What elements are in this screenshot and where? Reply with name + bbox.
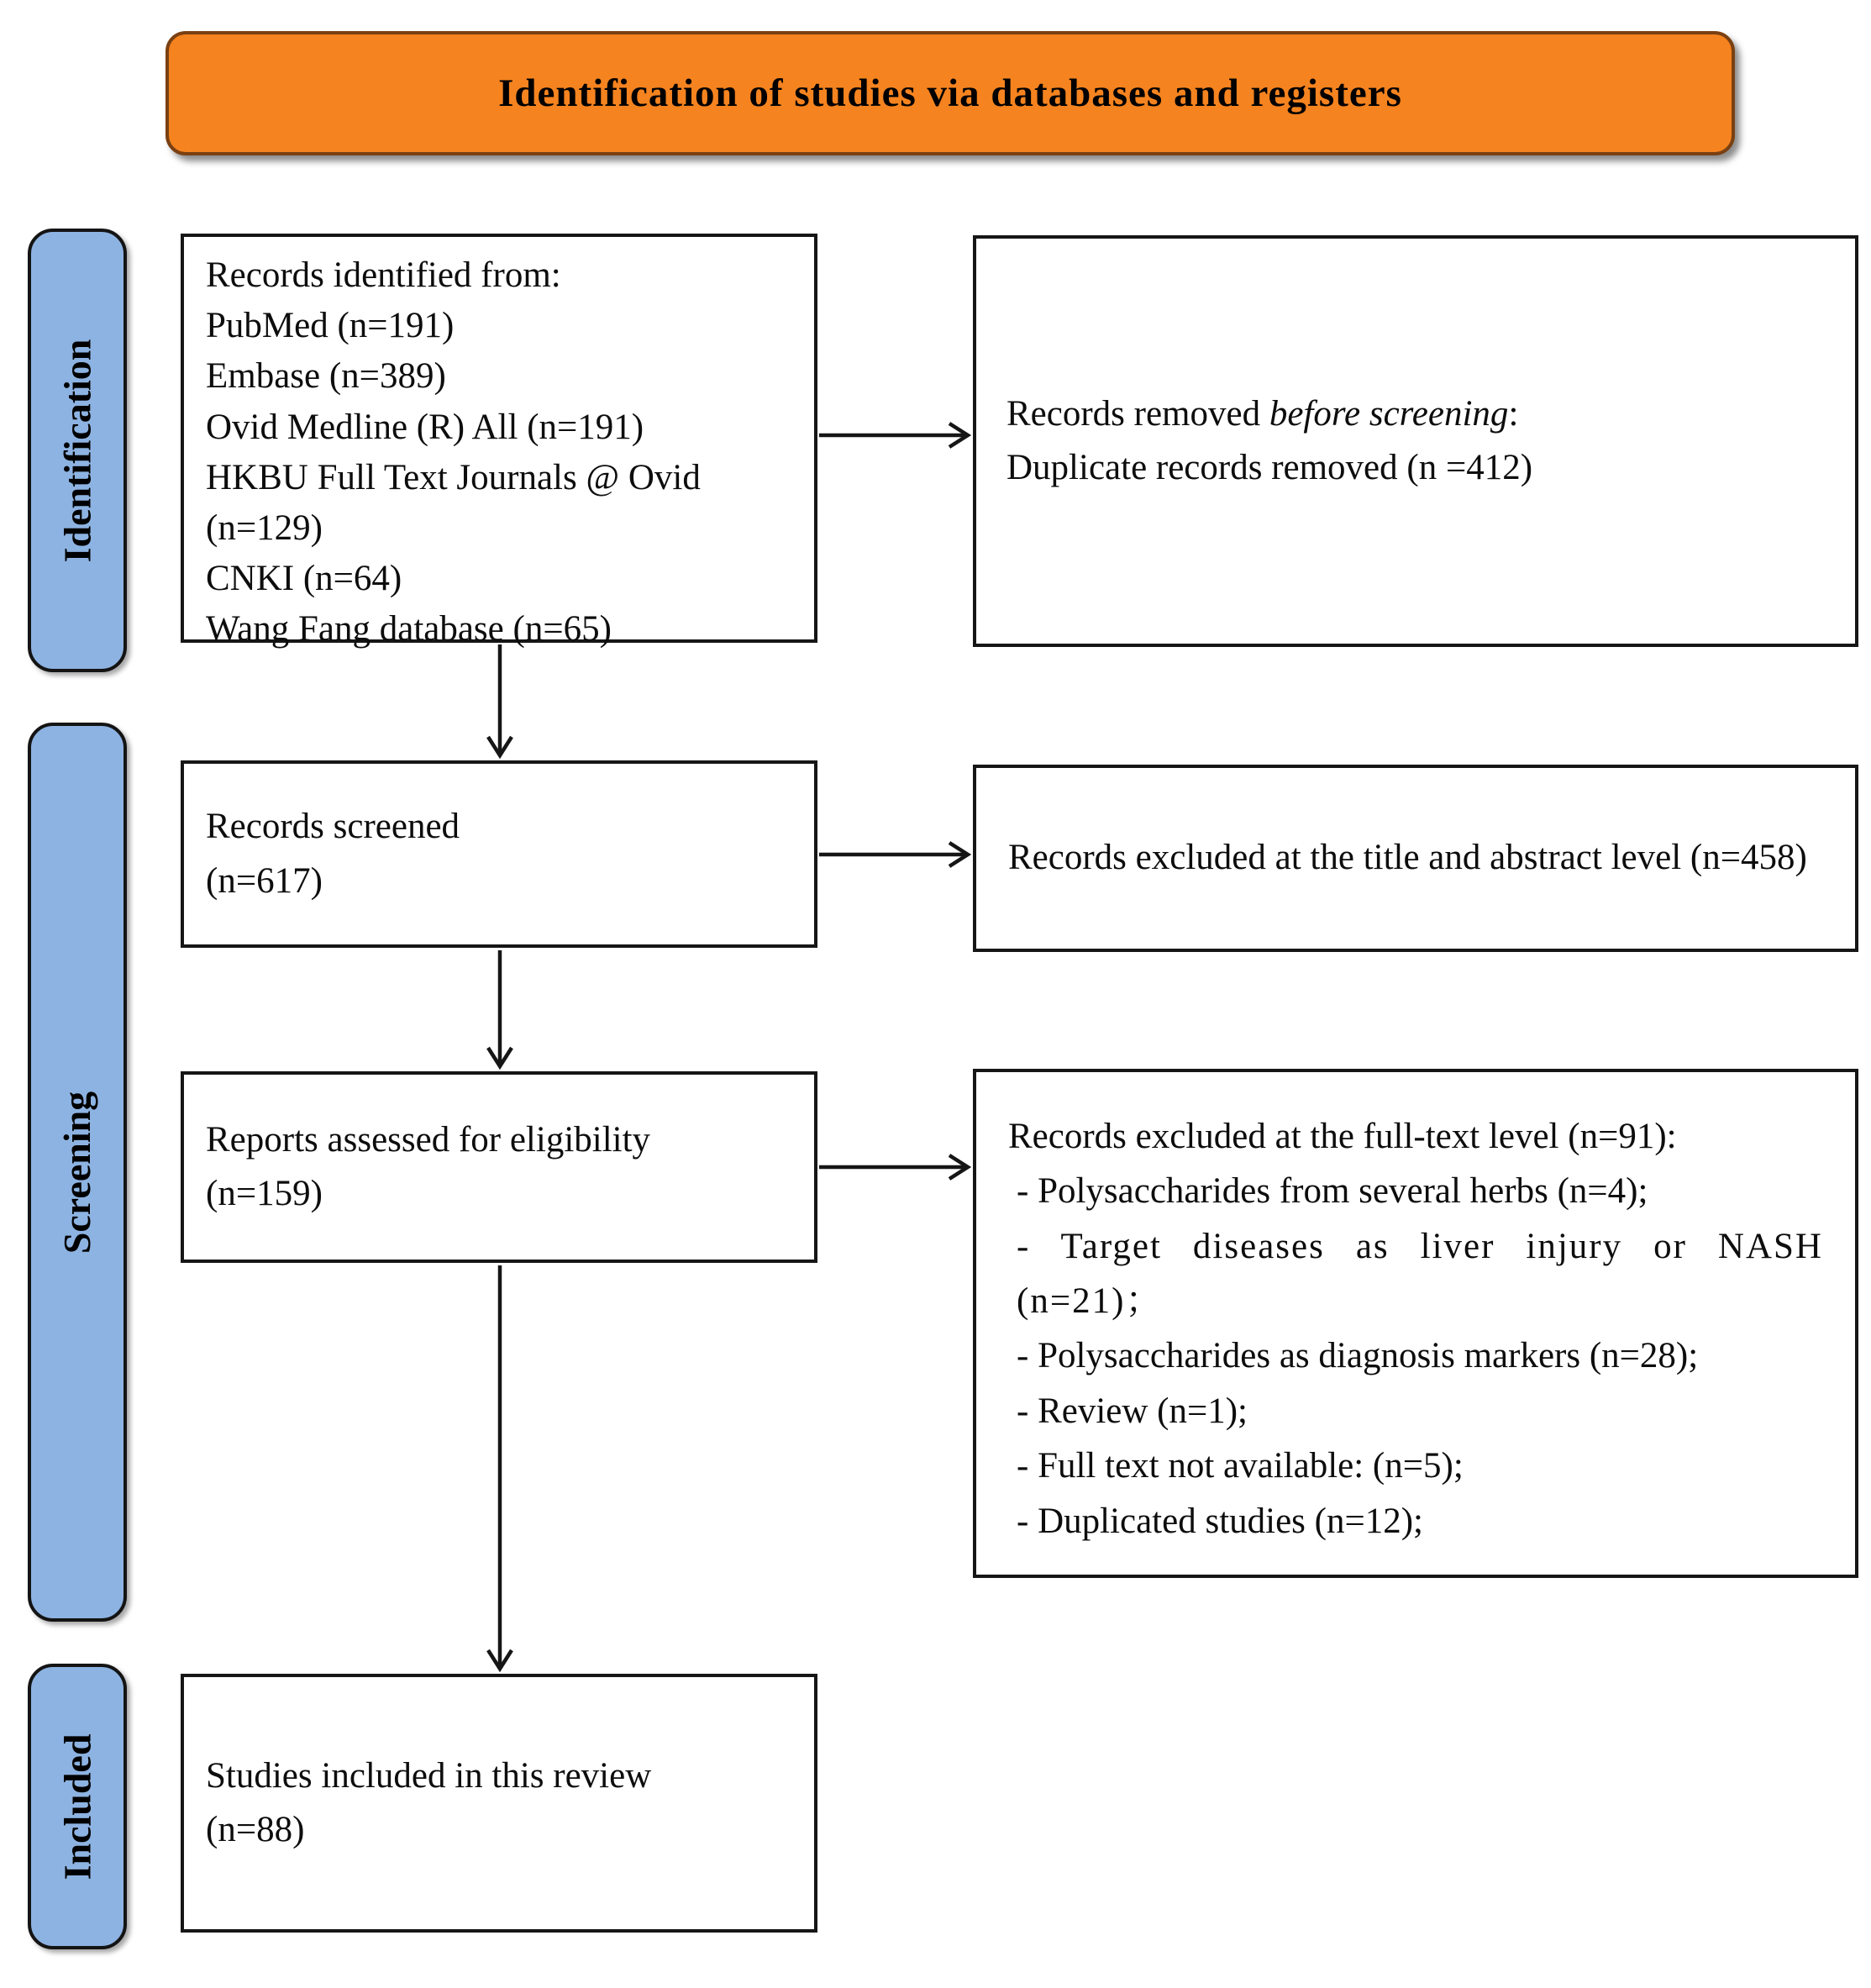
diagram-title: Identification of studies via databases and registers — [498, 71, 1402, 115]
excluded-title-abstract-text: Records excluded at the title and abstract level (n=458) — [1008, 838, 1807, 878]
records-identified-line: Embase (n=389) — [206, 356, 446, 397]
box-records-removed — [973, 235, 1858, 647]
header-banner — [166, 31, 1735, 155]
records-identified-line: Records identified from: — [206, 255, 561, 295]
studies-included-count: (n=88) — [206, 1810, 305, 1849]
excluded-fulltext-item: - Target diseases as liver injury or NASH (n=21)； — [1017, 1226, 1823, 1322]
records-identified-line: Ovid Medline (R) All (n=191) — [206, 407, 644, 447]
stage-screening — [28, 723, 127, 1622]
box-studies-included — [181, 1674, 817, 1933]
records-removed-line1 — [1006, 387, 1825, 442]
records-removed-prefix: Records removed — [1006, 393, 1269, 434]
records-identified-line: PubMed (n=191) — [206, 306, 455, 346]
box-records-screened — [181, 760, 817, 948]
excluded-fulltext-item: - Polysaccharides from several herbs (n=4); — [1017, 1171, 1648, 1212]
records-removed-suffix: : — [1508, 393, 1519, 434]
records-screened-label: Records screened — [206, 807, 460, 846]
stage-included-label: Included — [55, 1733, 99, 1880]
reports-assessed-label: Reports assessed for eligibility — [206, 1119, 651, 1160]
excluded-fulltext-item: - Full text not available: (n=5); — [1017, 1446, 1464, 1486]
records-removed-line2: Duplicate records removed (n =412) — [1006, 448, 1533, 487]
records-identified-line: HKBU Full Text Journals @ Ovid (n=129) — [206, 457, 701, 548]
studies-included-label: Studies included in this review — [206, 1755, 652, 1796]
excluded-fulltext-item: - Review (n=1); — [1017, 1391, 1248, 1431]
box-excluded-fulltext — [973, 1069, 1858, 1578]
box-records-identified — [181, 234, 817, 650]
box-excluded-title-abstract — [973, 765, 1858, 952]
reports-assessed-count: (n=159) — [206, 1174, 323, 1213]
excluded-fulltext-item: - Polysaccharides as diagnosis markers (n=28); — [1017, 1336, 1699, 1376]
stage-identification-label: Identification — [55, 339, 99, 562]
box-reports-assessed — [181, 1071, 817, 1263]
excluded-fulltext-heading: Records excluded at the full-text level (n=91): — [1008, 1117, 1677, 1156]
stage-included — [28, 1664, 127, 1949]
records-screened-count: (n=617) — [206, 860, 323, 901]
records-removed-italic: before screening — [1269, 393, 1509, 434]
stage-screening-label: Screening — [55, 1091, 99, 1254]
records-identified-line: CNKI (n=64) — [206, 559, 402, 599]
excluded-fulltext-item: - Duplicated studies (n=12); — [1017, 1501, 1424, 1541]
stage-identification — [28, 229, 127, 672]
records-identified-line: Wang Fang database (n=65) — [206, 609, 612, 650]
